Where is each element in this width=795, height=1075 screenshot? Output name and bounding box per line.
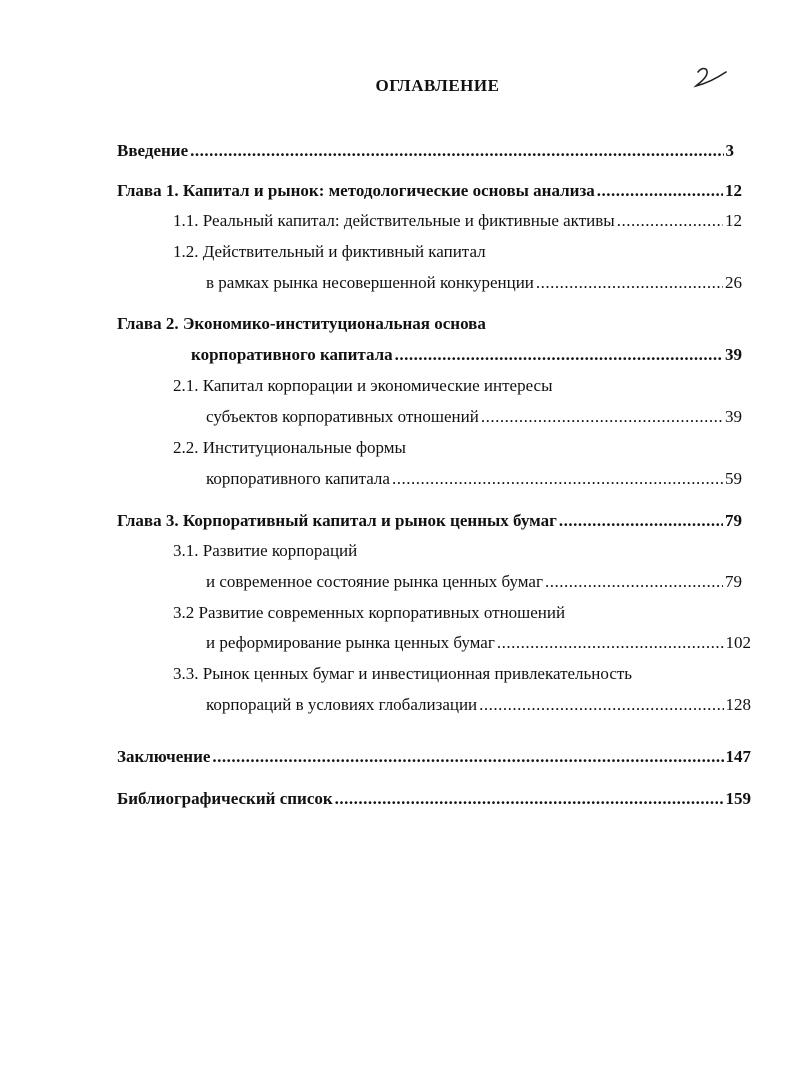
handwritten-page-number: [690, 62, 730, 92]
toc-page-number: 59: [725, 469, 742, 488]
toc-entry-section-2-2[interactable]: [206, 468, 742, 490]
toc-entry-section-3-3[interactable]: [206, 694, 751, 716]
toc-entry-text: Глава 3. Корпоративный капитал и рынок ценных бумаг: [117, 511, 557, 530]
toc-leader-dots: [617, 210, 723, 232]
toc-leader-dots: [395, 344, 723, 366]
toc-leader-dots: [335, 788, 724, 810]
toc-entry-section-2-2-line-1[interactable]: 2.2. Институциональные формы: [173, 438, 406, 457]
toc-page-number: 79: [725, 572, 742, 591]
toc-page-number: 79: [725, 511, 742, 530]
toc-entry-chapter-2-line-1[interactable]: Глава 2. Экономико-институциональная основа: [117, 314, 486, 333]
toc-page-number: 128: [725, 695, 751, 714]
toc-entry-text: и современное состояние рынка ценных бумаг: [206, 572, 543, 591]
toc-leader-dots: [479, 694, 723, 716]
toc-entry-text: корпораций в условиях глобализации: [206, 695, 478, 714]
toc-leader-dots: [536, 272, 723, 294]
toc-entry-section-1-1[interactable]: [173, 210, 742, 232]
toc-entry-text: Библиографический список: [117, 789, 333, 808]
toc-leader-dots: [497, 632, 724, 654]
toc-entry-intro[interactable]: [117, 140, 734, 162]
toc-entry-bibliography[interactable]: [117, 788, 751, 810]
toc-leader-dots: [481, 406, 723, 428]
toc-page-number: 159: [725, 789, 751, 808]
toc-entry-text: Введение: [117, 141, 189, 160]
toc-entry-section-2-1-line-1[interactable]: 2.1. Капитал корпорации и экономические интересы: [173, 376, 553, 395]
toc-page-number: 12: [725, 181, 742, 200]
toc-entry-text: и реформирование рынка ценных бумаг: [206, 633, 495, 652]
toc-entry-text: корпоративного капитала: [206, 469, 390, 488]
toc-page-number: 26: [725, 273, 742, 292]
toc-page-number: 39: [725, 407, 742, 426]
toc-entry-section-3-1[interactable]: [206, 571, 742, 593]
toc-leader-dots: [545, 571, 723, 593]
toc-page-number: 102: [725, 633, 751, 652]
toc-entry-conclusion[interactable]: [117, 746, 751, 768]
toc-entry-section-3-3-line-1[interactable]: 3.3. Рынок ценных бумаг и инвестиционная привлекательность: [173, 664, 633, 683]
toc-entry-text: Заключение: [117, 747, 211, 766]
toc-entry-text: Глава 1. Капитал и рынок: методологические основы анализа: [117, 181, 595, 200]
toc-leader-dots: [559, 510, 723, 532]
toc-entry-text: 1.1. Реальный капитал: действительные и фиктивные активы: [173, 211, 615, 230]
page-title: ОГЛАВЛЕНИЕ: [375, 76, 500, 95]
toc-leader-dots: [597, 180, 723, 202]
toc-leader-dots: [392, 468, 723, 490]
toc-entry-section-3-2[interactable]: [206, 632, 751, 654]
toc-page-number: 3: [725, 141, 734, 160]
toc-entry-chapter-2[interactable]: [191, 344, 742, 366]
toc-leader-dots: [212, 746, 723, 768]
toc-page-number: 12: [725, 211, 742, 230]
toc-entry-chapter-1[interactable]: [117, 180, 742, 202]
toc-entry-text: в рамках рынка несовершенной конкуренции: [206, 273, 534, 292]
toc-entry-section-3-2-line-1[interactable]: 3.2 Развитие современных корпоративных отношений: [173, 603, 566, 622]
toc-entry-section-1-2[interactable]: [206, 272, 742, 294]
toc-entry-chapter-3[interactable]: [117, 510, 742, 532]
toc-leader-dots: [190, 140, 723, 162]
toc-entry-section-1-2-line-1[interactable]: 1.2. Действительный и фиктивный капитал: [173, 242, 486, 261]
toc-page-number: 39: [725, 345, 742, 364]
toc-entry-section-3-1-line-1[interactable]: 3.1. Развитие корпораций: [173, 541, 358, 560]
toc-page-number: 147: [725, 747, 751, 766]
toc-entry-text: корпоративного капитала: [191, 345, 393, 364]
toc-entry-text: субъектов корпоративных отношений: [206, 407, 479, 426]
toc-entry-section-2-1[interactable]: [206, 406, 742, 428]
